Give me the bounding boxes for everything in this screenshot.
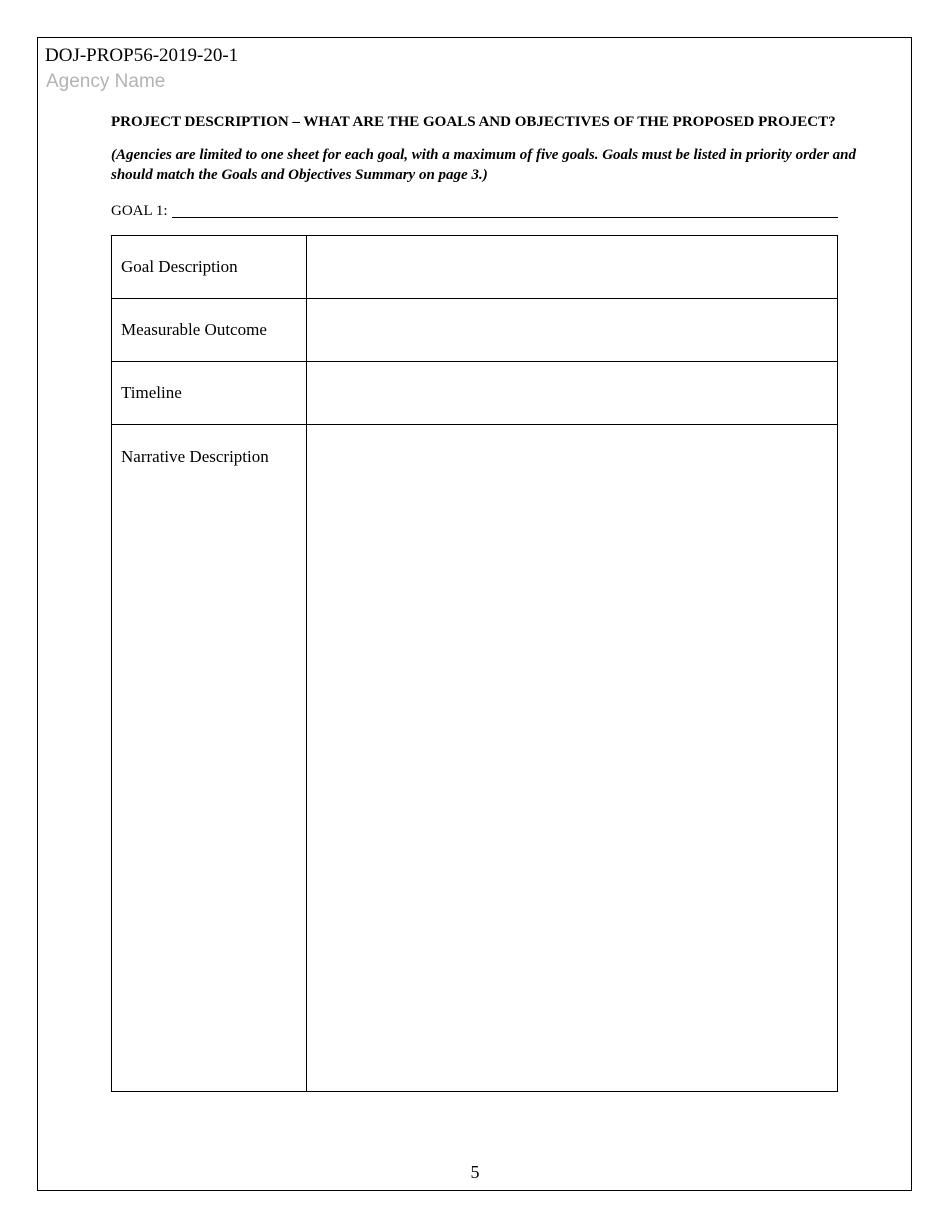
document-id: DOJ-PROP56-2019-20-1 <box>45 45 239 66</box>
timeline-label: Timeline <box>112 362 307 425</box>
goal-label: GOAL 1: <box>111 203 168 219</box>
goal-description-label: Goal Description <box>112 236 307 299</box>
narrative-description-label: Narrative Description <box>112 425 307 1092</box>
goal-title-field[interactable] <box>172 201 838 218</box>
table-row <box>112 362 838 425</box>
goal-description-field[interactable] <box>307 236 838 299</box>
measurable-outcome-field[interactable] <box>307 299 838 362</box>
agency-name-field[interactable]: Agency Name <box>46 71 166 92</box>
timeline-field[interactable] <box>307 362 838 425</box>
page-number: 5 <box>470 1162 480 1182</box>
table-row <box>112 299 838 362</box>
section-heading: PROJECT DESCRIPTION – WHAT ARE THE GOALS AND OBJECTIVES OF THE PROPOSED PROJECT? <box>111 114 836 130</box>
table-row <box>112 236 838 299</box>
goal-line <box>111 200 838 220</box>
narrative-description-field[interactable] <box>307 425 838 1092</box>
table-row <box>112 425 838 1092</box>
measurable-outcome-label: Measurable Outcome <box>112 299 307 362</box>
goal-table <box>111 235 838 1092</box>
instructions-text: (Agencies are limited to one sheet for each goal, with a maximum of five goals. Goals must be listed in priority order and should match the Goals and Objectives Summary on page 3.) <box>111 147 856 183</box>
